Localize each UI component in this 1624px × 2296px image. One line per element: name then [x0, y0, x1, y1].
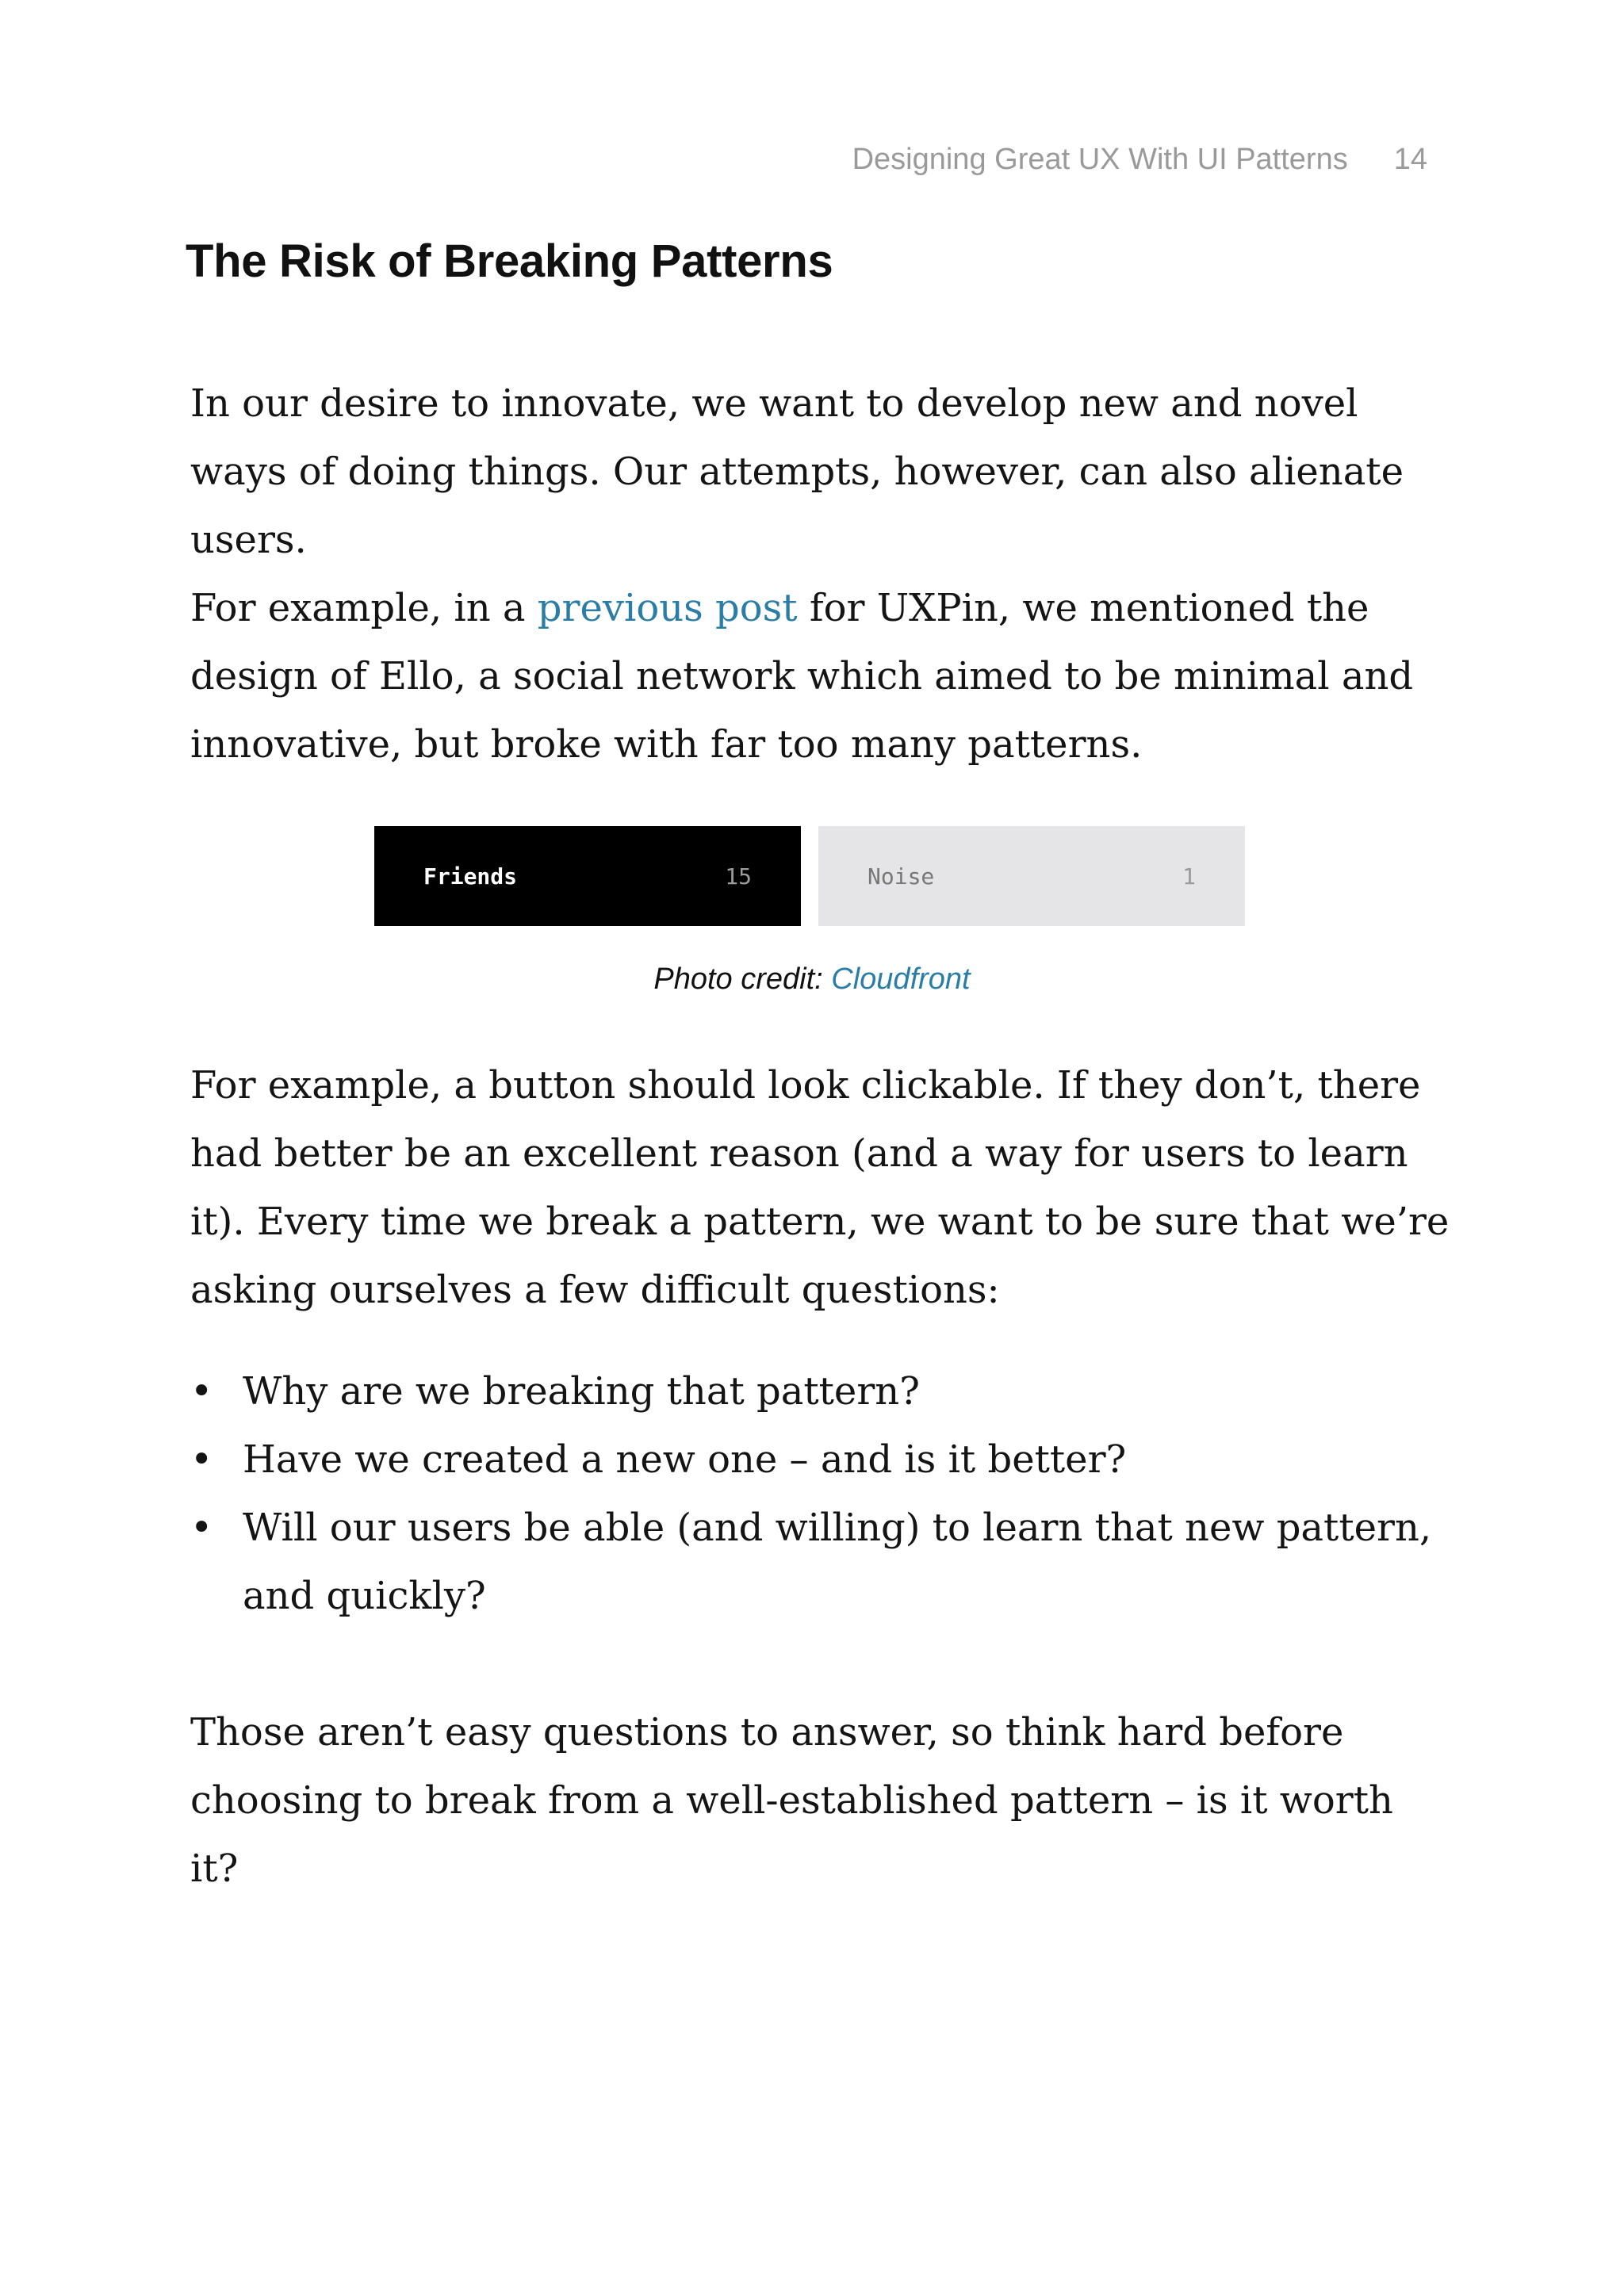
previous-post-link[interactable]: previous post [537, 586, 798, 630]
list-item: • Have we created a new one – and is it better? [190, 1425, 1443, 1494]
book-title: Designing Great UX With UI Patterns [852, 143, 1348, 176]
list-item: • Will our users be able (and willing) to learn that new pattern, and quickly? [190, 1494, 1443, 1630]
paragraph-text: For example, in a [190, 586, 538, 630]
tab-label: Noise [868, 863, 935, 890]
figure-caption [0, 962, 1624, 997]
section-title: The Risk of Breaking Patterns [186, 235, 833, 287]
paragraph-text: for UXPin, we mentioned the design of Ello, a social network which aimed to be minimal and innovative, but broke with far too many patterns. [190, 586, 1414, 767]
tab-count: 1 [1182, 863, 1196, 890]
tab-label: Friends [423, 863, 518, 890]
friends-tab [374, 826, 801, 926]
page-number: 14 [1393, 143, 1427, 176]
paragraph-button-example: For example, a button should look clickable. If they don’t, there had better be an excellent reason (and a way for users to learn it). Every time we break a pattern, we want to be sure that we’re asking ourselves a few difficult questions: [190, 1063, 1450, 1312]
tab-count: 15 [725, 863, 752, 890]
paragraph-intro: In our desire to innovate, we want to develop new and novel ways of doing things. Our attempts, however, can also alienate users. [190, 381, 1404, 562]
paragraph-ello-example [190, 574, 1451, 779]
caption-prefix: Photo credit: [653, 962, 832, 996]
cloudfront-link[interactable]: Cloudfront [831, 962, 971, 996]
noise-tab [818, 826, 1245, 926]
questions-list [190, 1357, 1443, 1630]
ello-tabs-figure [374, 826, 1247, 926]
paragraph-closing: Those aren’t easy questions to answer, so think hard before choosing to break from a well-established pattern – is it worth it? [190, 1710, 1393, 1891]
running-header [852, 143, 1427, 177]
list-item: • Why are we breaking that pattern? [190, 1357, 1443, 1425]
